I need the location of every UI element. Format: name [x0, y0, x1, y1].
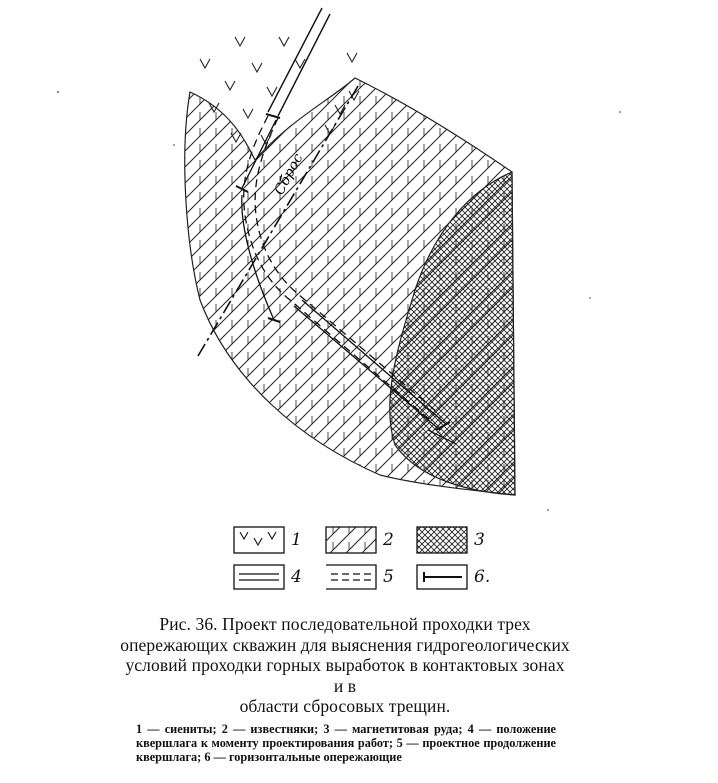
legend-swatch-limestone [325, 526, 377, 554]
legend-swatch-projected-crosscut [325, 564, 377, 590]
figure-caption [120, 614, 570, 717]
legend-swatch-borehole [416, 564, 468, 590]
caption-text: Рис. 36. Проект последовательной проходки трех опережающих скважин для выяснения гидрогеологических условий проходки горных выработок в контактовых зонах и в [120, 614, 570, 696]
legend-explanation: 1 — сиениты; 2 — известняки; 3 — магнетитовая руда; 4 — положение квершлага к моменту проектирования работ; 5 — проектное продолжение квершлага; 6 — горизонтальные опережающие [136, 722, 556, 764]
legend-item-ore: 3 [416, 526, 485, 554]
caption-last-line: области сбросовых трещин. [239, 696, 451, 716]
legend-item-syenite: 1 [233, 526, 302, 554]
existing-crosscut [266, 8, 330, 118]
legend-item-existing-crosscut: 4 [233, 564, 302, 590]
legend-swatch-syenite [233, 526, 285, 554]
legend-swatch-ore [416, 526, 468, 554]
legend-item-limestone: 2 [325, 526, 394, 554]
fault-label: Сброс [271, 151, 307, 198]
legend-swatch-existing-crosscut [233, 564, 285, 590]
legend-item-projected-crosscut: 5 [325, 564, 394, 590]
legend [0, 520, 718, 600]
legend-item-borehole: 6. [416, 564, 490, 590]
